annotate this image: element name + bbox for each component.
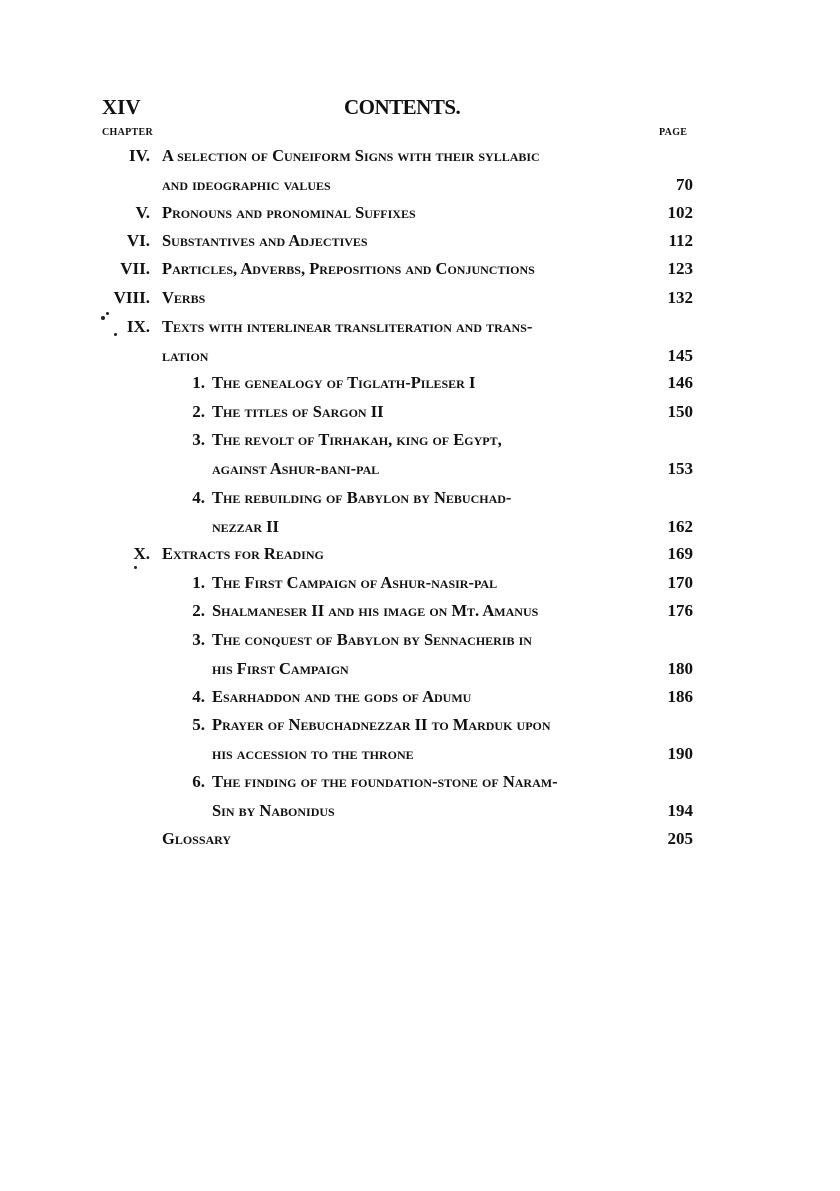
entry-number: 4.	[192, 488, 205, 507]
entry-title-line: The genealogy of Tiglath-Pileser I	[212, 373, 476, 392]
entry-number: VII.	[120, 259, 150, 278]
entry-number: IV.	[129, 146, 150, 165]
entry-page-number: 190	[667, 744, 693, 763]
entry-number: 6.	[192, 772, 205, 791]
entry-page-number: 145	[667, 346, 693, 365]
entry-title-line: The titles of Sargon II	[212, 402, 384, 421]
entry-title-line: The conquest of Babylon by Sennacherib in	[212, 630, 532, 649]
entry-title-line: Particles, Adverbs, Prepositions and Conjunctions	[162, 259, 535, 278]
entry-number: X.	[133, 544, 150, 563]
entry-page-number: 123	[667, 259, 693, 278]
entry-title-line: his First Campaign	[212, 659, 349, 678]
entry-page-number: 194	[667, 801, 693, 820]
entry-page-number: 132	[667, 288, 693, 307]
entry-page-number: 102	[667, 203, 693, 222]
entry-page-number: 180	[667, 659, 693, 678]
entry-title-line: Glossary	[162, 829, 232, 848]
ink-speck	[101, 316, 105, 320]
entry-number: 1.	[192, 373, 205, 392]
entry-title-line: Verbs	[162, 288, 206, 307]
ink-speck	[134, 566, 137, 569]
entry-page-number: 170	[667, 573, 693, 592]
entry-title-line: The finding of the foundation-stone of Naram-	[212, 772, 558, 791]
entry-title-line: and ideographic values	[162, 175, 331, 194]
page-column-label: PAGE	[659, 127, 688, 138]
entry-number: 3.	[192, 430, 205, 449]
entry-page-number: 70	[676, 175, 693, 194]
entry-title-line: The rebuilding of Babylon by Nebuchad-	[212, 488, 512, 507]
entry-number: 3.	[192, 630, 205, 649]
entry-title-line: nezzar II	[212, 517, 279, 536]
entry-title-line: against Ashur-bani-pal	[212, 459, 380, 478]
entry-page-number: 146	[667, 373, 693, 392]
entry-page-number: 112	[668, 231, 693, 250]
ink-speck	[106, 312, 109, 315]
entry-number: VI.	[126, 231, 150, 250]
entry-page-number: 176	[667, 601, 693, 620]
entry-page-number: 150	[667, 402, 693, 421]
entry-title-line: Sin by Nabonidus	[212, 801, 335, 820]
entry-number: IX.	[126, 317, 150, 336]
entry-number: 2.	[192, 601, 205, 620]
entry-title-line: The First Campaign of Ashur-nasir-pal	[212, 573, 498, 592]
entry-page-number: 169	[667, 544, 693, 563]
running-title: CONTENTS.	[344, 95, 461, 119]
entry-title-line: lation	[162, 346, 209, 365]
entry-title-line: The revolt of Tirhakah, king of Egypt,	[212, 430, 502, 449]
entry-title-line: A selection of Cuneiform Signs with their syllabic	[162, 146, 540, 165]
entry-page-number: 186	[667, 687, 693, 706]
entry-number: 4.	[192, 687, 205, 706]
entry-number: 2.	[192, 402, 205, 421]
entry-number: 1.	[192, 573, 205, 592]
entry-title-line: Pronouns and pronominal Suffixes	[162, 203, 416, 222]
entry-title-line: Texts with interlinear transliteration and trans-	[162, 317, 533, 336]
entry-title-line: Prayer of Nebuchadnezzar II to Marduk upon	[212, 715, 551, 734]
entry-number: 5.	[192, 715, 205, 734]
entry-number: VIII.	[113, 288, 150, 307]
entry-title-line: Shalmaneser II and his image on Mt. Amanus	[212, 601, 539, 620]
entry-number: V.	[135, 203, 150, 222]
entry-page-number: 162	[667, 517, 693, 536]
entry-title-line: his accession to the throne	[212, 744, 414, 763]
entry-title-line: Extracts for Reading	[162, 544, 324, 563]
entry-title-line: Esarhaddon and the gods of Adumu	[212, 687, 472, 706]
ink-speck	[114, 333, 117, 336]
entry-title-line: Substantives and Adjectives	[162, 231, 368, 250]
entry-page-number: 205	[667, 829, 693, 848]
chapter-column-label: CHAPTER	[102, 127, 153, 138]
page-folio: XIV	[102, 95, 141, 119]
entry-page-number: 153	[667, 459, 693, 478]
